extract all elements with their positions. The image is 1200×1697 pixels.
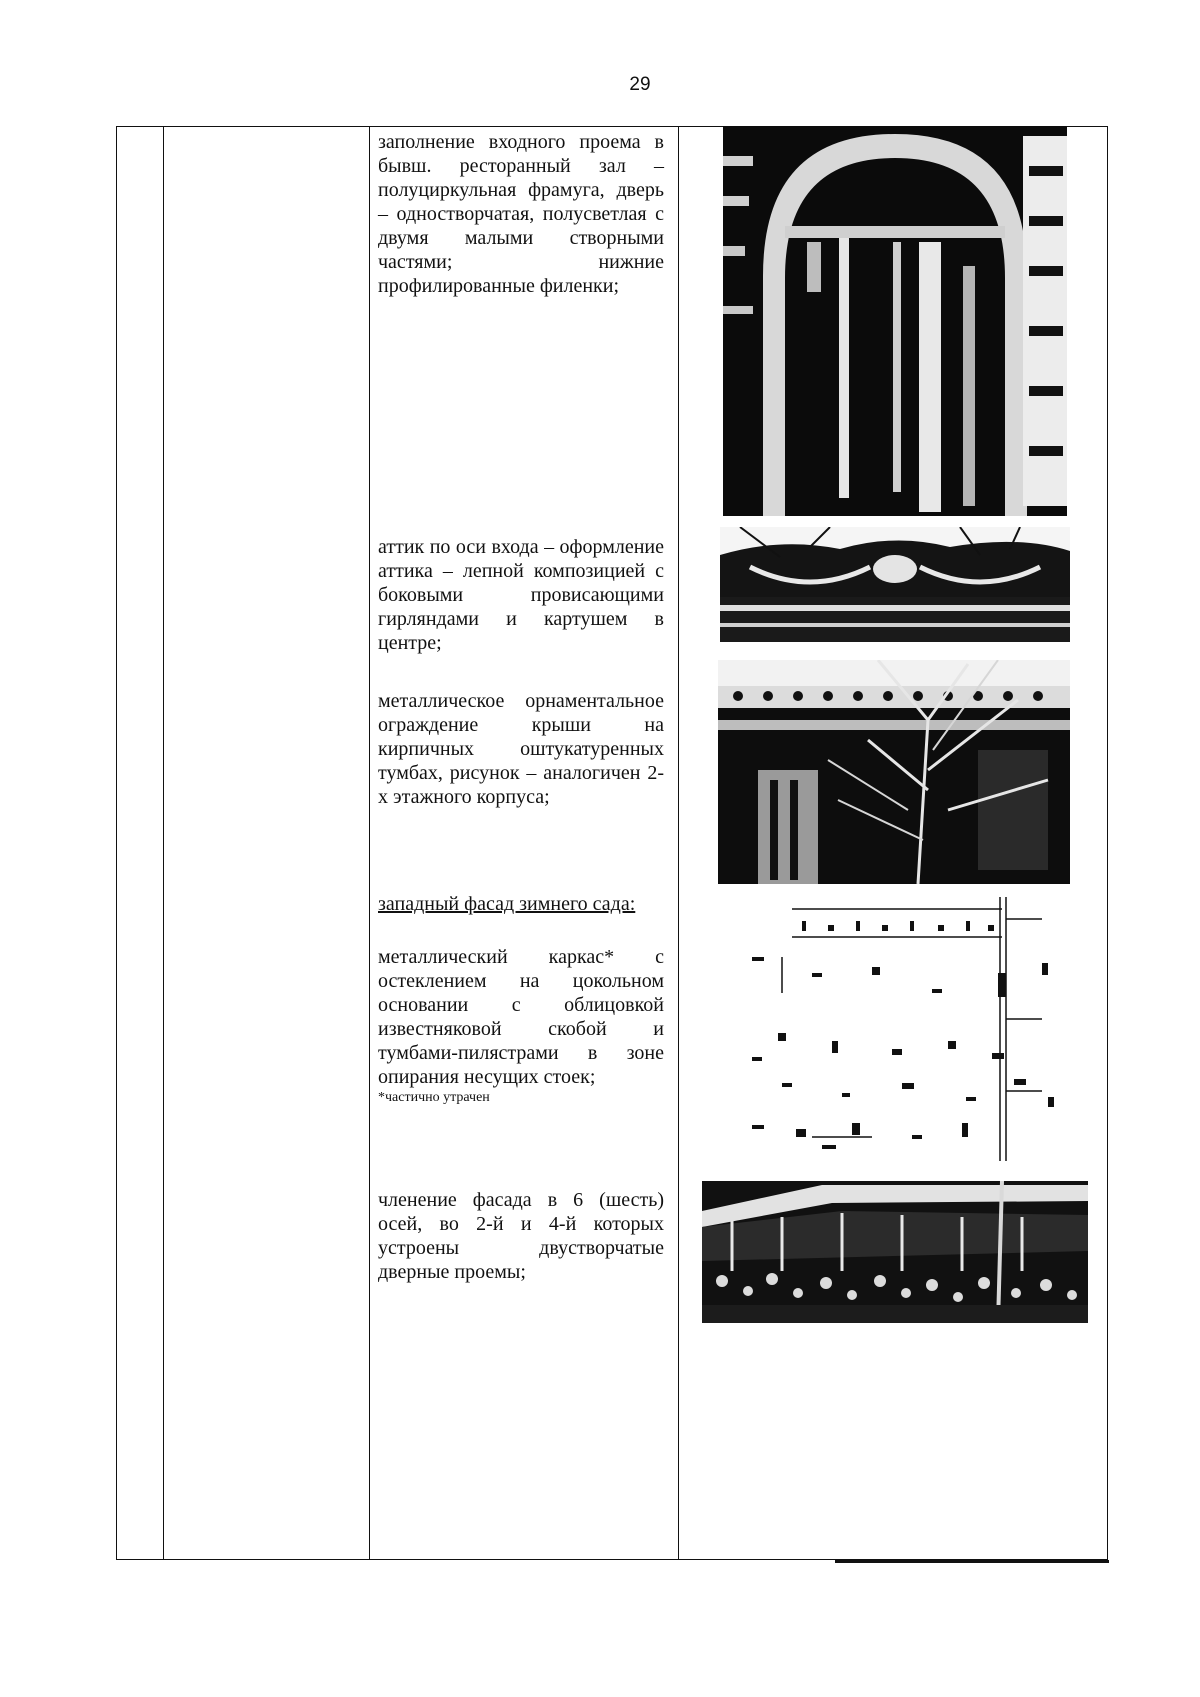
roof-railing-photo — [718, 660, 1070, 884]
arched-doorway-photo — [723, 126, 1067, 516]
bottom-rule — [835, 1560, 1109, 1563]
page-number: 29 — [629, 74, 651, 95]
heading-underlined: западный фасад зимнего сада: — [378, 893, 636, 915]
text-entrance-infill: заполнение входного проема в бывш. ресторанный зал – полуциркульная фрамуга, дверь – одностворчатая, полусветлая с двумя малыми створными частями; нижние профилированные филенки; — [378, 131, 664, 297]
winter-garden-facade-photo — [702, 1181, 1088, 1323]
facade-drawing — [752, 897, 1068, 1161]
text-facade-division: членение фасада в 6 (шесть) осей, во 2-й и 4-й которых устроены двустворчатые дверные проемы; — [378, 1189, 664, 1283]
column-divider — [369, 127, 370, 1559]
column-divider — [163, 127, 164, 1559]
text-attic: аттик по оси входа – оформление аттика – лепной композицией с боковыми провисающими гирляндами и картушем в центре; — [378, 536, 664, 654]
column-divider — [678, 127, 679, 1559]
text-roof-railing: металлическое орнаментальное ограждение крыши на кирпичных оштукатуренных тумбах, рисунок – аналогичен 2-х этажного корпуса; — [378, 690, 664, 808]
text-metal-frame — [378, 945, 664, 1107]
text-west-facade-heading — [378, 892, 664, 916]
attic-stucco-photo — [720, 527, 1070, 642]
footnote: *частично утрачен — [378, 1090, 490, 1105]
frame-description: металлический каркас* с остеклением на цокольном основании с облицовкой известняковой скобой и тумбами-пилястрами в зоне опирания несущих стоек; — [378, 946, 664, 1088]
